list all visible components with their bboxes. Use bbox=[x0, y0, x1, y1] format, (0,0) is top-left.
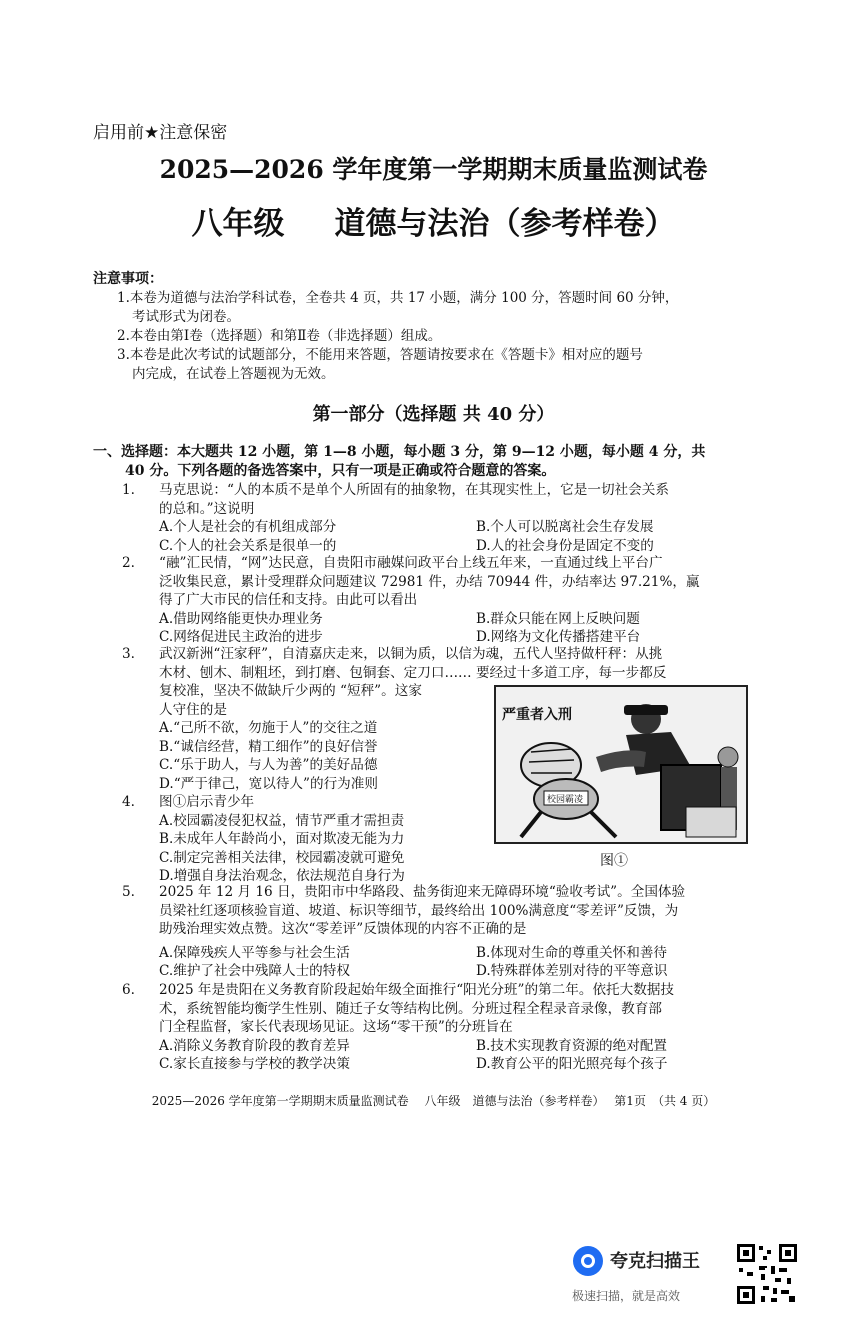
section-instructions bbox=[93, 443, 783, 481]
part-one-title: 第一部分（选择题 共 40 分） bbox=[312, 404, 555, 425]
notice-item-2 bbox=[117, 327, 777, 346]
question-stem-line: 马克思说：“人的本质不是单个人所固有的抽象物，在其现实性上，它是一切社会关系 bbox=[159, 482, 669, 498]
cartoon-figure bbox=[494, 685, 748, 844]
question-number: 4. bbox=[122, 794, 135, 810]
option-c: C.制定完善相关法律，校园霸凌就可避免 bbox=[159, 849, 405, 866]
option-c: C.“乐于助人，与人为善”的美好品德 bbox=[159, 757, 378, 773]
question-stem-line: 2025 年 12 月 16 日，贵阳市中华路段、盐务街迎来无障碍环境“验收考试”。全国体验 bbox=[159, 884, 686, 900]
question-stem-line: 术，系统智能均衡学生性别、随迁子女等结构比例。分班过程全程录音录像，教育部 bbox=[159, 1000, 662, 1017]
option-d: D.网络为文化传播搭建平台 bbox=[476, 629, 641, 645]
figure-shirt-text: 校园霸凌 bbox=[547, 795, 584, 805]
option-d: D.“严于律己，宽以待人”的行为准则 bbox=[159, 775, 378, 792]
figure-caption: 图① bbox=[600, 853, 628, 869]
question-number: 3. bbox=[122, 646, 135, 662]
option-b: B.个人可以脱离社会生存发展 bbox=[476, 519, 654, 535]
option-c: C.维护了社会中残障人士的特权 bbox=[159, 963, 350, 979]
option-d: D.特殊群体差别对待的平等意识 bbox=[476, 963, 668, 979]
exam-subtitle bbox=[0, 198, 867, 243]
option-b: B.群众只能在网上反映问题 bbox=[476, 610, 640, 627]
option-a: A.消除义务教育阶段的教育差异 bbox=[159, 1037, 350, 1054]
scanner-brand-name: 夸克扫描王 bbox=[610, 1251, 700, 1272]
option-c: C.网络促进民主政治的进步 bbox=[159, 629, 323, 645]
question-6 bbox=[122, 981, 782, 1074]
qr-code bbox=[735, 1242, 799, 1306]
option-a: A.借助网络能更快办理业务 bbox=[159, 610, 323, 627]
grade-label: 八年级 bbox=[191, 206, 285, 242]
question-stem-line: 图①启示青少年 bbox=[159, 794, 255, 810]
section-line: 40 分。下列各题的备选答案中，只有一项是正确或符合题意的答案。 bbox=[125, 463, 556, 479]
notice-line: 考试形式为闭卷。 bbox=[132, 309, 240, 325]
option-c: C.个人的社会关系是很单一的 bbox=[159, 537, 337, 554]
quark-logo-icon bbox=[572, 1245, 604, 1277]
question-stem-line: 的总和。”这说明 bbox=[159, 500, 255, 517]
question-stem-line: “融”汇民情，“网”达民意，自贵阳市融媒问政平台上线五年来，一直通过线上平台广 bbox=[159, 555, 663, 571]
option-b: B.技术实现教育资源的绝对配置 bbox=[476, 1037, 668, 1054]
question-5 bbox=[122, 883, 782, 981]
question-stem-line: 2025 年是贵阳在义务教育阶段起始年级全面推行“阳光分班”的第二年。依托大数据技 bbox=[159, 982, 674, 998]
cartoon-illustration bbox=[496, 687, 746, 842]
question-stem-line: 助残治理实效点赞。这次“零差评”反馈体现的内容不正确的是 bbox=[159, 921, 527, 937]
notice-item-3 bbox=[117, 346, 777, 384]
question-stem-line: 木材、刨木、制粗坯，到打磨、包铜套、定刀口…… 要经过十多道工序，每一步都反 bbox=[159, 664, 667, 681]
option-a: A.“己所不欲，勿施于人”的交往之道 bbox=[159, 720, 378, 736]
option-b: B.未成年人年龄尚小，面对欺凌无能为力 bbox=[159, 831, 405, 847]
section-line: 一、选择题：本大题共 12 小题，第 1—8 小题，每小题 3 分，第 9—12 小题，每小题 4 分，共 bbox=[93, 444, 706, 460]
notice-item-1 bbox=[117, 289, 777, 327]
option-a: A.保障残疾人平等参与社会生活 bbox=[159, 944, 350, 961]
question-stem-line: 得了广大市民的信任和支持。由此可以看出 bbox=[159, 592, 418, 608]
subject-label: 道德与法治（参考样卷） bbox=[334, 206, 676, 242]
notice-line: 内完成，在试卷上答题视为无效。 bbox=[132, 366, 335, 382]
question-2 bbox=[122, 554, 782, 647]
scanner-watermark bbox=[572, 1245, 700, 1303]
option-b: B.“诚信经营，精工细作”的良好信誉 bbox=[159, 738, 378, 755]
question-stem-line: 复校准，坚决不做缺斤少两的 “短秤”。这家 bbox=[159, 683, 422, 699]
notice-heading: 注意事项： bbox=[93, 271, 163, 287]
question-number: 1. bbox=[122, 482, 135, 498]
notice-line: 1.本卷为道德与法治学科试卷，全卷共 4 页，共 17 小题，满分 100 分，答题时间 60 分钟， bbox=[117, 290, 679, 306]
option-d: D.增强自身法治观念，依法规范自身行为 bbox=[159, 868, 405, 884]
scanner-slogan: 极速扫描，就是高效 bbox=[572, 1289, 681, 1303]
option-a: A.校园霸凌侵犯权益，情节严重才需担责 bbox=[159, 812, 405, 829]
option-d: D.教育公平的阳光照亮每个孩子 bbox=[476, 1056, 668, 1072]
question-stem-line: 武汉新洲“汪家秤”，自清嘉庆走来，以铜为质，以信为魂，五代人坚持做杆秤：从挑 bbox=[159, 646, 663, 662]
question-stem-line: 泛收集民意，累计受理群众问题建议 72981 件，办结 70944 件，办结率达 97.21%，赢 bbox=[159, 573, 700, 590]
figure-banner-text: 严重者入刑 bbox=[502, 707, 572, 723]
question-stem-line: 员梁社红逐项核验盲道、坡道、标识等细节，最终给出 100%满意度“零差评”反馈，为 bbox=[159, 902, 679, 919]
notice-line: 3.本卷是此次考试的试题部分，不能用来答题，答题请按要求在《答题卡》相对应的题号 bbox=[117, 347, 643, 363]
option-c: C.家长直接参与学校的教学决策 bbox=[159, 1056, 350, 1072]
question-stem-line: 人守住的是 bbox=[159, 701, 227, 718]
option-d: D.人的社会身份是固定不变的 bbox=[476, 537, 654, 554]
option-b: B.体现对生命的尊重关怀和善待 bbox=[476, 944, 668, 961]
notice-line: 2.本卷由第Ⅰ卷（选择题）和第Ⅱ卷（非选择题）组成。 bbox=[117, 328, 442, 344]
exam-title: 2025—2026 学年度第一学期期末质量监测试卷 bbox=[159, 155, 708, 184]
option-a: A.个人是社会的有机组成部分 bbox=[159, 519, 337, 535]
question-1 bbox=[122, 481, 782, 555]
question-number: 6. bbox=[122, 982, 135, 998]
question-stem-line: 门全程监督，家长代表现场见证。这场“零干预”的分班旨在 bbox=[159, 1019, 513, 1035]
confidential-label: 启用前★注意保密 bbox=[93, 123, 228, 143]
qr-code-graphic bbox=[735, 1242, 799, 1306]
page-footer: 2025—2026 学年度第一学期期末质量监测试卷 八年级 道德与法治（参考样卷） 第1页 （共 4 页） bbox=[151, 1094, 716, 1108]
question-number: 2. bbox=[122, 555, 135, 571]
question-number: 5. bbox=[122, 884, 135, 900]
